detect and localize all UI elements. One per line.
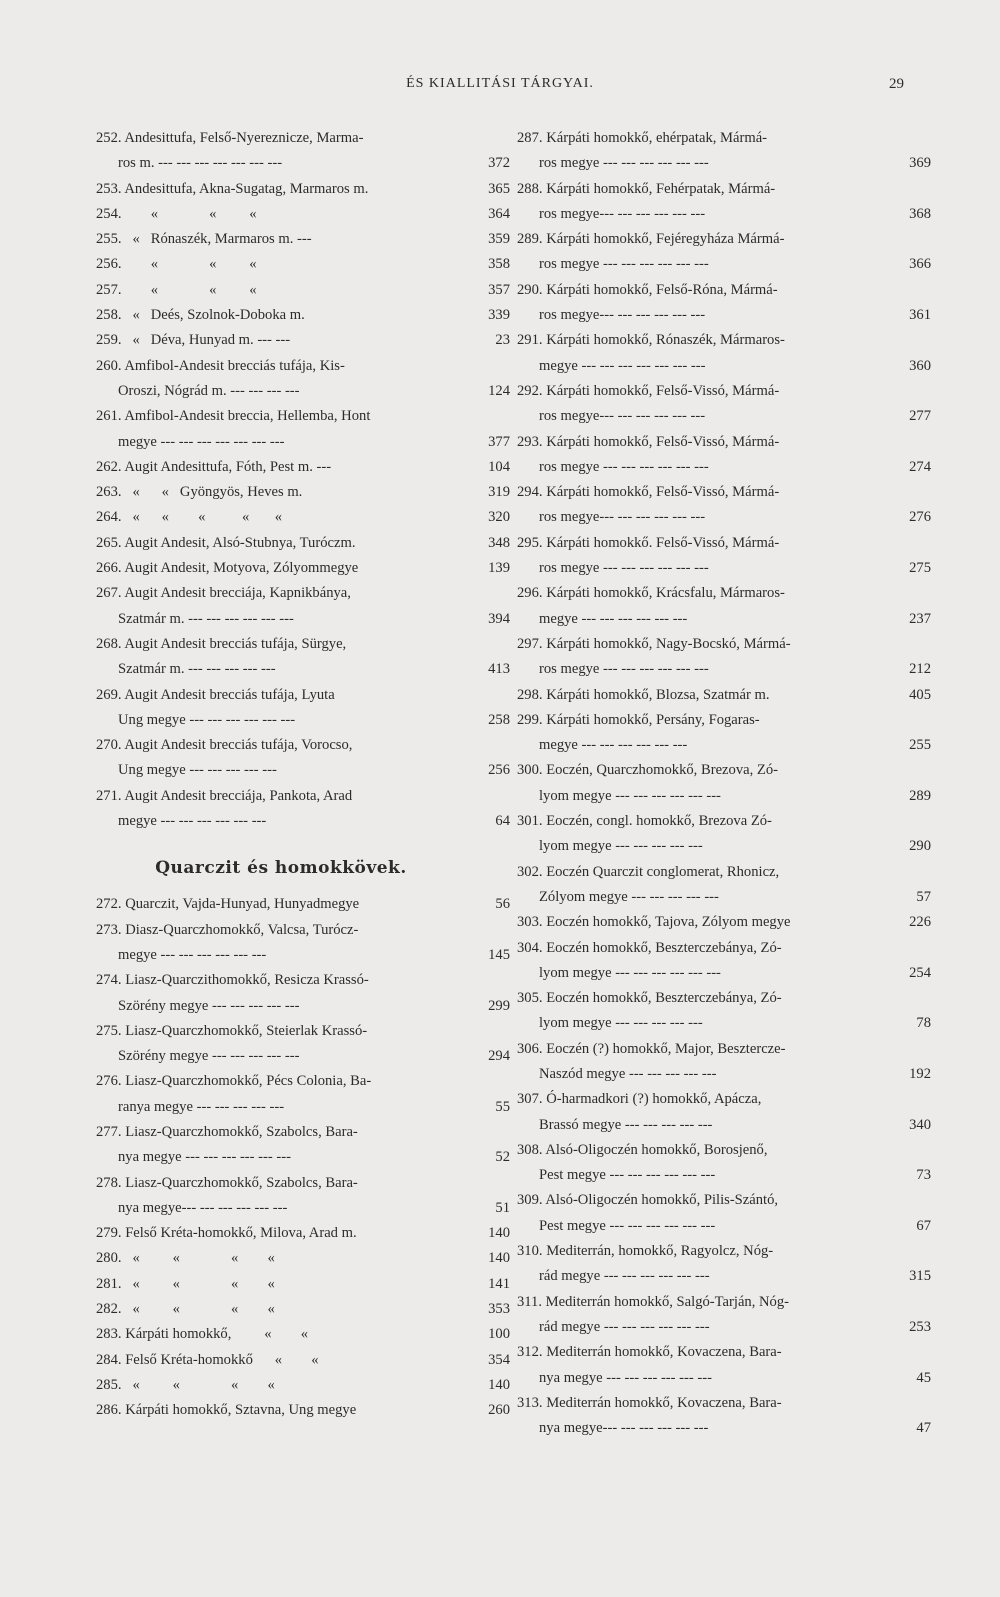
entry-continuation: ros megye --- --- --- --- --- --- bbox=[539, 256, 709, 273]
entry-continuation: lyom megye --- --- --- --- --- bbox=[539, 1015, 703, 1032]
entry-text: 287. Kárpáti homokkő, ehérpatak, Mármá- bbox=[517, 130, 768, 146]
entry-number: 405 bbox=[909, 686, 931, 703]
entry-text: 252. Andesittufa, Felső-Nyereznicze, Marma- bbox=[96, 130, 364, 146]
entry-text: 271. Augit Andesit brecciája, Pankota, Arad bbox=[96, 787, 353, 804]
catalog-entry bbox=[517, 1037, 931, 1088]
entry-number: 51 bbox=[495, 1199, 510, 1216]
right-entries bbox=[517, 126, 931, 1441]
entry-number: 361 bbox=[909, 307, 931, 324]
entry-continuation: ros megye--- --- --- --- --- --- bbox=[539, 307, 706, 324]
entry-text: 272. Quarczit, Vajda-Hunyad, Hunyadmegye bbox=[96, 896, 360, 913]
catalog-entry bbox=[96, 1171, 510, 1222]
left-entries-a bbox=[96, 126, 510, 834]
entry-number: 353 bbox=[488, 1301, 510, 1318]
entry-number: 413 bbox=[488, 661, 510, 678]
entry-number: 372 bbox=[488, 155, 510, 172]
catalog-entry bbox=[517, 632, 931, 683]
entry-number: 258 bbox=[488, 711, 510, 728]
catalog-entry bbox=[96, 126, 510, 177]
entry-text: 310. Mediterrán, homokkő, Ragyolcz, Nóg- bbox=[517, 1243, 774, 1260]
entry-number: 358 bbox=[488, 256, 510, 273]
entry-continuation: Oroszi, Nógrád m. --- --- --- --- bbox=[118, 382, 300, 399]
catalog-entry bbox=[96, 177, 510, 202]
entry-number: 104 bbox=[488, 458, 510, 475]
entry-text: 284. Felső Kréta-homokkő « « bbox=[96, 1351, 319, 1368]
page-header-title: ÉS KIALLITÁSI TÁRGYAI. bbox=[406, 76, 594, 91]
entry-text: 283. Kárpáti homokkő, « « bbox=[96, 1326, 308, 1343]
right-column bbox=[517, 126, 931, 1441]
catalog-entry bbox=[517, 860, 931, 911]
entry-number: 366 bbox=[909, 256, 931, 273]
entry-number: 226 bbox=[909, 914, 931, 931]
entry-text: 292. Kárpáti homokkő, Felső-Vissó, Mármá- bbox=[517, 382, 780, 399]
entry-continuation: Szörény megye --- --- --- --- --- bbox=[118, 997, 300, 1014]
entry-text: 303. Eoczén homokkő, Tajova, Zólyom megye bbox=[517, 914, 791, 931]
entry-text: 293. Kárpáti homokkő, Felső-Vissó, Mármá- bbox=[517, 433, 780, 450]
entry-text: 300. Eoczén, Quarczhomokkő, Brezova, Zó- bbox=[517, 762, 778, 779]
catalog-entry bbox=[96, 632, 510, 683]
entry-continuation: ros megye--- --- --- --- --- --- bbox=[539, 205, 706, 222]
entry-text: 313. Mediterrán homokkő, Kovaczena, Bara- bbox=[517, 1394, 782, 1411]
entry-continuation: megye --- --- --- --- --- --- bbox=[118, 813, 267, 830]
catalog-entry bbox=[96, 1120, 510, 1171]
catalog-entry bbox=[517, 910, 931, 935]
entry-number: 299 bbox=[488, 997, 510, 1014]
entry-text: 281. « « « « bbox=[96, 1275, 275, 1292]
entry-text: 312. Mediterrán homokkő, Kovaczena, Bara- bbox=[517, 1344, 782, 1361]
entry-continuation: rád megye --- --- --- --- --- --- bbox=[539, 1268, 710, 1285]
entry-number: 45 bbox=[916, 1369, 931, 1386]
entry-number: 124 bbox=[488, 382, 510, 399]
catalog-entry bbox=[517, 1340, 931, 1391]
catalog-entry bbox=[96, 1373, 510, 1398]
entry-number: 192 bbox=[909, 1065, 931, 1082]
catalog-entry bbox=[517, 683, 931, 708]
entry-number: 56 bbox=[495, 896, 510, 913]
entry-text: 282. « « « « bbox=[96, 1301, 275, 1318]
catalog-entry bbox=[96, 1246, 510, 1271]
entry-number: 141 bbox=[488, 1275, 510, 1292]
entry-number: 289 bbox=[909, 787, 931, 804]
entry-continuation: lyom megye --- --- --- --- --- bbox=[539, 838, 703, 855]
entry-text: 301. Eoczén, congl. homokkő, Brezova Zó- bbox=[517, 813, 772, 830]
entry-number: 339 bbox=[488, 307, 510, 324]
catalog-entry bbox=[96, 1297, 510, 1322]
entry-text: 270. Augit Andesit brecciás tufája, Vorocso, bbox=[96, 737, 353, 754]
catalog-entry bbox=[517, 986, 931, 1037]
entry-text: 280. « « « « bbox=[96, 1250, 275, 1267]
entry-number: 369 bbox=[909, 155, 931, 172]
entry-number: 140 bbox=[488, 1250, 510, 1267]
catalog-entry bbox=[517, 809, 931, 860]
entry-text: 308. Alsó-Oligoczén homokkő, Borosjenő, bbox=[517, 1141, 768, 1158]
entry-number: 64 bbox=[495, 813, 510, 830]
entry-text: 268. Augit Andesit brecciás tufája, Sürgye, bbox=[96, 635, 347, 652]
entry-number: 294 bbox=[488, 1048, 510, 1065]
entry-text: 286. Kárpáti homokkő, Sztavna, Ung megye bbox=[96, 1402, 357, 1419]
entry-number: 145 bbox=[488, 946, 510, 963]
entry-number: 67 bbox=[916, 1217, 931, 1234]
entry-continuation: megye --- --- --- --- --- --- bbox=[539, 610, 688, 627]
entry-continuation: nya megye--- --- --- --- --- --- bbox=[539, 1420, 709, 1437]
entry-number: 290 bbox=[909, 838, 931, 855]
entry-continuation: Pest megye --- --- --- --- --- --- bbox=[539, 1167, 716, 1184]
catalog-entry bbox=[96, 1019, 510, 1070]
entry-continuation: lyom megye --- --- --- --- --- --- bbox=[539, 964, 721, 981]
entry-text: 285. « « « « bbox=[96, 1376, 275, 1393]
entry-text: 274. Liasz-Quarczithomokkő, Resicza Krassó- bbox=[96, 972, 369, 989]
entry-number: 140 bbox=[488, 1376, 510, 1393]
entry-continuation: Ung megye --- --- --- --- --- bbox=[118, 762, 277, 779]
catalog-entry bbox=[96, 531, 510, 556]
entry-text: 309. Alsó-Oligoczén homokkő, Pilis-Szántó, bbox=[517, 1192, 779, 1209]
entry-number: 340 bbox=[909, 1116, 931, 1133]
entry-text: 297. Kárpáti homokkő, Nagy-Bocskó, Mármá- bbox=[517, 635, 791, 652]
entry-continuation: ros m. --- --- --- --- --- --- --- bbox=[118, 155, 283, 172]
entry-continuation: Szatmár m. --- --- --- --- --- --- bbox=[118, 610, 294, 627]
catalog-entry bbox=[96, 1348, 510, 1373]
entry-continuation: ros megye --- --- --- --- --- --- bbox=[539, 661, 709, 678]
entry-number: 357 bbox=[488, 281, 510, 298]
entry-text: 276. Liasz-Quarczhomokkő, Pécs Colonia, Ba- bbox=[96, 1073, 372, 1090]
entry-number: 394 bbox=[488, 610, 510, 627]
entry-continuation: ros megye--- --- --- --- --- --- bbox=[539, 408, 706, 425]
entry-continuation: lyom megye --- --- --- --- --- --- bbox=[539, 787, 721, 804]
catalog-entry bbox=[96, 1221, 510, 1246]
entry-text: 255. « Rónaszék, Marmaros m. --- bbox=[96, 231, 312, 248]
entry-continuation: megye --- --- --- --- --- --- --- bbox=[539, 357, 706, 374]
entry-continuation: Brassó megye --- --- --- --- --- bbox=[539, 1116, 713, 1133]
entry-text: 306. Eoczén (?) homokkő, Major, Besztercze- bbox=[517, 1040, 786, 1057]
entry-number: 274 bbox=[909, 458, 931, 475]
entry-number: 52 bbox=[495, 1149, 510, 1166]
entry-number: 260 bbox=[488, 1402, 510, 1419]
entry-continuation: ros megye --- --- --- --- --- --- bbox=[539, 155, 709, 172]
entry-number: 364 bbox=[488, 205, 510, 222]
catalog-entry bbox=[96, 354, 510, 405]
entry-text: 304. Eoczén homokkő, Beszterczebánya, Zó- bbox=[517, 939, 782, 956]
entry-text: 289. Kárpáti homokkő, Fejéregyháza Mármá- bbox=[517, 231, 785, 248]
entry-number: 275 bbox=[909, 560, 931, 577]
entry-continuation: megye --- --- --- --- --- --- --- bbox=[118, 433, 285, 450]
entry-continuation: Szatmár m. --- --- --- --- --- bbox=[118, 661, 276, 678]
catalog-entry bbox=[96, 328, 510, 353]
entry-number: 212 bbox=[909, 661, 931, 678]
catalog-entry bbox=[517, 1290, 931, 1341]
entry-number: 354 bbox=[488, 1351, 510, 1368]
catalog-entry bbox=[96, 404, 510, 455]
catalog-entry bbox=[96, 455, 510, 480]
catalog-entry bbox=[517, 758, 931, 809]
catalog-entry bbox=[517, 708, 931, 759]
left-column bbox=[96, 126, 510, 1424]
entry-text: 263. « « Gyöngyös, Heves m. bbox=[96, 484, 303, 501]
entry-number: 140 bbox=[488, 1225, 510, 1242]
entry-text: 299. Kárpáti homokkő, Persány, Fogaras- bbox=[517, 711, 760, 728]
catalog-entry bbox=[96, 968, 510, 1019]
catalog-entry bbox=[96, 556, 510, 581]
entry-text: 259. « Déva, Hunyad m. --- --- bbox=[96, 332, 291, 349]
entry-text: 291. Kárpáti homokkő, Rónaszék, Mármaros- bbox=[517, 332, 785, 349]
catalog-entry bbox=[96, 1069, 510, 1120]
entry-number: 360 bbox=[909, 357, 931, 374]
entry-text: 305. Eoczén homokkő, Beszterczebánya, Zó- bbox=[517, 990, 782, 1007]
catalog-entry bbox=[517, 126, 931, 177]
entry-text: 262. Augit Andesittufa, Fóth, Pest m. --- bbox=[96, 458, 332, 475]
catalog-entry bbox=[96, 892, 510, 917]
catalog-entry bbox=[517, 1138, 931, 1189]
entry-text: 278. Liasz-Quarczhomokkő, Szabolcs, Bara- bbox=[96, 1174, 358, 1191]
entry-text: 254. « « « bbox=[96, 205, 257, 222]
catalog-entry bbox=[96, 505, 510, 530]
entry-text: 288. Kárpáti homokkő, Fehérpatak, Mármá- bbox=[517, 180, 776, 197]
catalog-entry bbox=[96, 1272, 510, 1297]
catalog-entry bbox=[96, 733, 510, 784]
entry-number: 78 bbox=[916, 1015, 931, 1032]
entry-number: 254 bbox=[909, 964, 931, 981]
entry-text: 264. « « « « « bbox=[96, 509, 283, 526]
entry-number: 57 bbox=[916, 888, 931, 905]
entry-continuation: ros megye --- --- --- --- --- --- bbox=[539, 560, 709, 577]
catalog-entry bbox=[517, 936, 931, 987]
entry-number: 23 bbox=[495, 332, 510, 349]
entry-number: 255 bbox=[909, 737, 931, 754]
entry-continuation: Szörény megye --- --- --- --- --- bbox=[118, 1048, 300, 1065]
entry-continuation: nya megye --- --- --- --- --- --- bbox=[539, 1369, 712, 1386]
entry-continuation: rád megye --- --- --- --- --- --- bbox=[539, 1318, 710, 1335]
entry-text: 279. Felső Kréta-homokkő, Milova, Arad m. bbox=[96, 1225, 357, 1242]
catalog-entry bbox=[517, 1087, 931, 1138]
entry-continuation: nya megye--- --- --- --- --- --- bbox=[118, 1199, 288, 1216]
entry-number: 47 bbox=[916, 1420, 931, 1437]
catalog-entry bbox=[96, 784, 510, 835]
catalog-entry bbox=[517, 177, 931, 228]
entry-text: 290. Kárpáti homokkő, Felső-Róna, Mármá- bbox=[517, 281, 778, 298]
entry-text: 260. Amfibol-Andesit brecciás tufája, Kis- bbox=[96, 357, 345, 374]
catalog-entry bbox=[517, 531, 931, 582]
entry-number: 237 bbox=[909, 610, 931, 627]
entry-continuation: Ung megye --- --- --- --- --- --- bbox=[118, 711, 296, 728]
entry-continuation: Pest megye --- --- --- --- --- --- bbox=[539, 1217, 716, 1234]
entry-text: 257. « « « bbox=[96, 281, 257, 298]
catalog-entry bbox=[96, 303, 510, 328]
catalog-entry bbox=[96, 581, 510, 632]
catalog-entry bbox=[96, 918, 510, 969]
entry-text: 277. Liasz-Quarczhomokkő, Szabolcs, Bara- bbox=[96, 1123, 358, 1140]
entry-continuation: ros megye --- --- --- --- --- --- bbox=[539, 458, 709, 475]
entry-text: 275. Liasz-Quarczhomokkő, Steierlak Krassó- bbox=[96, 1022, 368, 1039]
entry-number: 55 bbox=[495, 1098, 510, 1115]
catalog-entry bbox=[517, 480, 931, 531]
entry-text: 265. Augit Andesit, Alsó-Stubnya, Turóczm. bbox=[96, 534, 356, 551]
left-entries-b bbox=[96, 892, 510, 1423]
catalog-entry bbox=[517, 1391, 931, 1442]
entry-number: 139 bbox=[488, 560, 510, 577]
entry-number: 73 bbox=[916, 1167, 931, 1184]
running-head bbox=[0, 76, 1000, 100]
entry-text: 256. « « « bbox=[96, 256, 257, 273]
entry-continuation: megye --- --- --- --- --- --- bbox=[118, 946, 267, 963]
page-number: 29 bbox=[889, 76, 904, 92]
catalog-entry bbox=[96, 683, 510, 734]
entry-text: 258. « Deés, Szolnok-Doboka m. bbox=[96, 307, 305, 324]
catalog-entry bbox=[517, 379, 931, 430]
entry-number: 276 bbox=[909, 509, 931, 526]
entry-number: 368 bbox=[909, 205, 931, 222]
entry-number: 315 bbox=[909, 1268, 931, 1285]
entry-number: 320 bbox=[488, 509, 510, 526]
entry-continuation: megye --- --- --- --- --- --- bbox=[539, 737, 688, 754]
catalog-entry bbox=[96, 1398, 510, 1423]
entry-text: 267. Augit Andesit brecciája, Kapnikbánya, bbox=[96, 585, 351, 602]
entry-text: 273. Diasz-Quarczhomokkő, Valcsa, Turócz- bbox=[96, 921, 359, 938]
entry-number: 377 bbox=[488, 433, 510, 450]
catalog-entry bbox=[517, 1188, 931, 1239]
entry-text: 253. Andesittufa, Akna-Sugatag, Marmaros m. bbox=[96, 180, 369, 197]
catalog-entry bbox=[96, 202, 510, 227]
entry-text: 307. Ó-harmadkori (?) homokkő, Apácza, bbox=[517, 1091, 762, 1108]
entry-continuation: Naszód megye --- --- --- --- --- bbox=[539, 1065, 717, 1082]
catalog-entry bbox=[517, 1239, 931, 1290]
entry-text: 261. Amfibol-Andesit breccia, Hellemba, Hont bbox=[96, 408, 371, 425]
entry-number: 100 bbox=[488, 1326, 510, 1343]
entry-continuation: ros megye--- --- --- --- --- --- bbox=[539, 509, 706, 526]
section-title: Quarczit és homokkövek. bbox=[155, 858, 407, 879]
catalog-entry bbox=[517, 581, 931, 632]
catalog-entry bbox=[96, 1322, 510, 1347]
entry-continuation: nya megye --- --- --- --- --- --- bbox=[118, 1149, 291, 1166]
entry-number: 256 bbox=[488, 762, 510, 779]
entry-number: 253 bbox=[909, 1318, 931, 1335]
catalog-entry bbox=[517, 278, 931, 329]
catalog-entry bbox=[517, 227, 931, 278]
entry-continuation: Zólyom megye --- --- --- --- --- bbox=[539, 888, 719, 905]
entry-text: 296. Kárpáti homokkő, Krácsfalu, Mármaros- bbox=[517, 585, 785, 602]
catalog-entry bbox=[517, 328, 931, 379]
catalog-entry bbox=[96, 252, 510, 277]
entry-text: 295. Kárpáti homokkő. Felső-Vissó, Mármá- bbox=[517, 534, 780, 551]
entry-text: 302. Eoczén Quarczit conglomerat, Rhonicz, bbox=[517, 863, 780, 880]
entry-text: 294. Kárpáti homokkő, Felső-Vissó, Mármá- bbox=[517, 484, 780, 501]
catalog-entry bbox=[96, 227, 510, 252]
entry-number: 319 bbox=[488, 484, 510, 501]
catalog-entry bbox=[96, 480, 510, 505]
entry-number: 277 bbox=[909, 408, 931, 425]
entry-number: 359 bbox=[488, 231, 510, 248]
entry-text: 311. Mediterrán homokkő, Salgó-Tarján, Nóg- bbox=[517, 1293, 790, 1310]
entry-number: 365 bbox=[488, 180, 510, 197]
catalog-entry bbox=[517, 430, 931, 481]
entry-continuation: ranya megye --- --- --- --- --- bbox=[118, 1098, 285, 1115]
entry-number: 348 bbox=[488, 534, 510, 551]
catalog-entry bbox=[96, 278, 510, 303]
entry-text: 266. Augit Andesit, Motyova, Zólyommegye bbox=[96, 560, 359, 577]
entry-text: 298. Kárpáti homokkő, Blozsa, Szatmár m. bbox=[517, 686, 770, 703]
entry-text: 269. Augit Andesit brecciás tufája, Lyuta bbox=[96, 686, 335, 703]
